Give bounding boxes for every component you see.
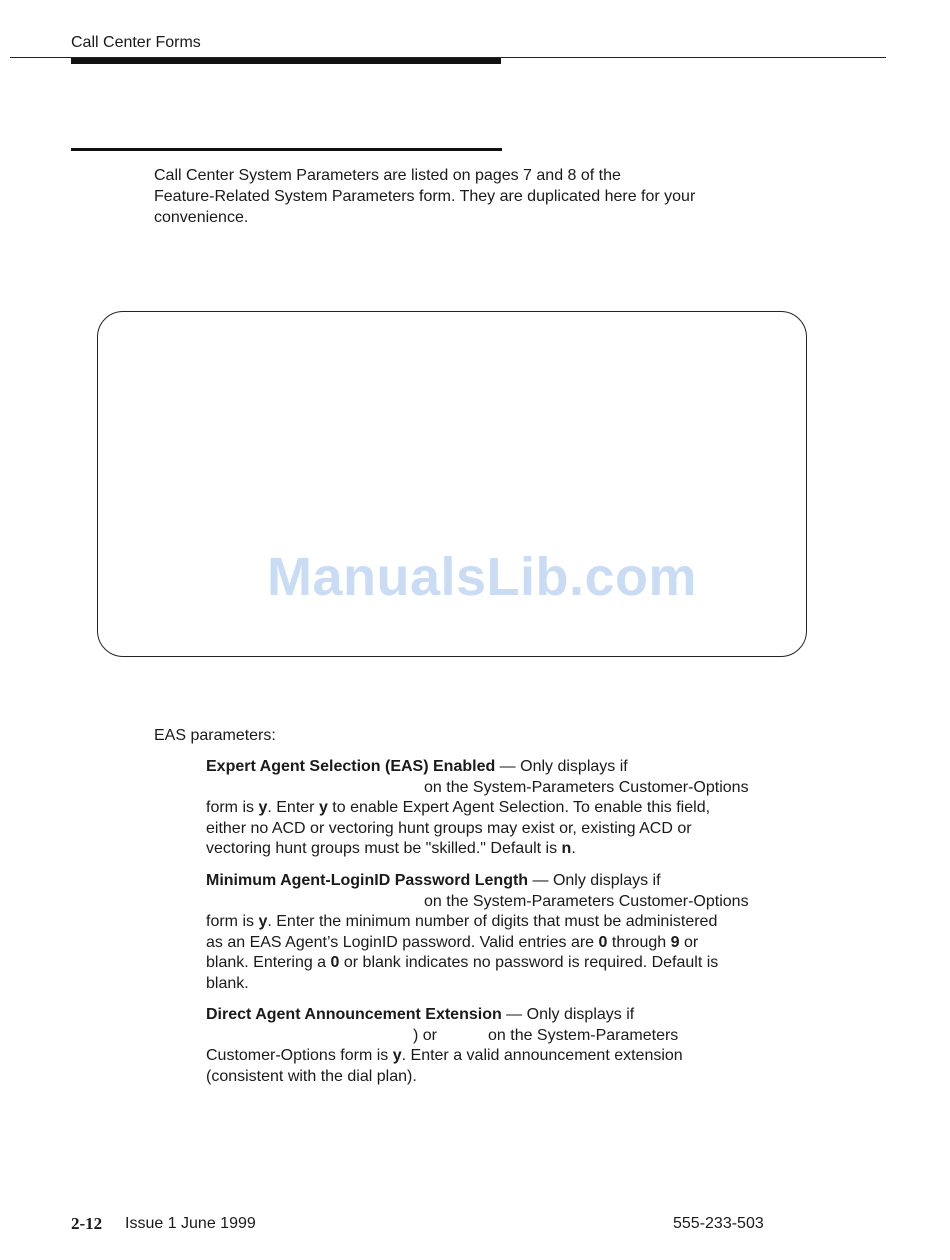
- header-rule-thick: [71, 58, 501, 64]
- param-min-password-length: Minimum Agent-LoginID Password Length — Only displays if on the System-Parameters Customer-Options form is y. Enter the minimum number of digits that must be administered as an EAS Agent’s LoginID password. Valid entries are 0 through 9 or blank. Entering a 0 or blank indicates no password is required. Default is blank.: [206, 872, 749, 992]
- eas-parameters-label: EAS parameters:: [154, 727, 276, 744]
- intro-paragraph: [154, 165, 794, 228]
- section-rule: [71, 148, 502, 151]
- watermark: ManualsLib.com: [266, 547, 698, 607]
- issue-date: Issue 1 June 1999: [125, 1215, 256, 1232]
- page-number: 2-12: [71, 1214, 103, 1233]
- document-number: 555-233-503: [673, 1215, 764, 1232]
- intro-line: Feature-Related System Parameters form. They are duplicated here for your: [154, 188, 696, 205]
- param-eas-enabled: Expert Agent Selection (EAS) Enabled — Only displays if on the System-Parameters Customer-Options form is y. Enter y to enable Expert Agent Selection. To enable this field, either no ACD or vectoring hunt groups may exist or, existing ACD or vectoring hunt groups must be "skilled." Default is n.: [206, 758, 749, 858]
- running-header: Call Center Forms: [71, 34, 201, 51]
- param-direct-agent-announcement: Direct Agent Announcement Extension — Only displays if ) or on the System-Parameters Customer-Options form is y. Enter a valid announcement extension (consistent with the dial plan).: [206, 1006, 683, 1085]
- param-name: Direct Agent Announcement Extension: [206, 1006, 502, 1023]
- param-name: Expert Agent Selection (EAS) Enabled: [206, 758, 496, 775]
- intro-line: Call Center System Parameters are listed on pages 7 and 8 of the: [154, 167, 621, 184]
- param-name: Minimum Agent-LoginID Password Length: [206, 872, 529, 889]
- intro-line: convenience.: [154, 209, 249, 226]
